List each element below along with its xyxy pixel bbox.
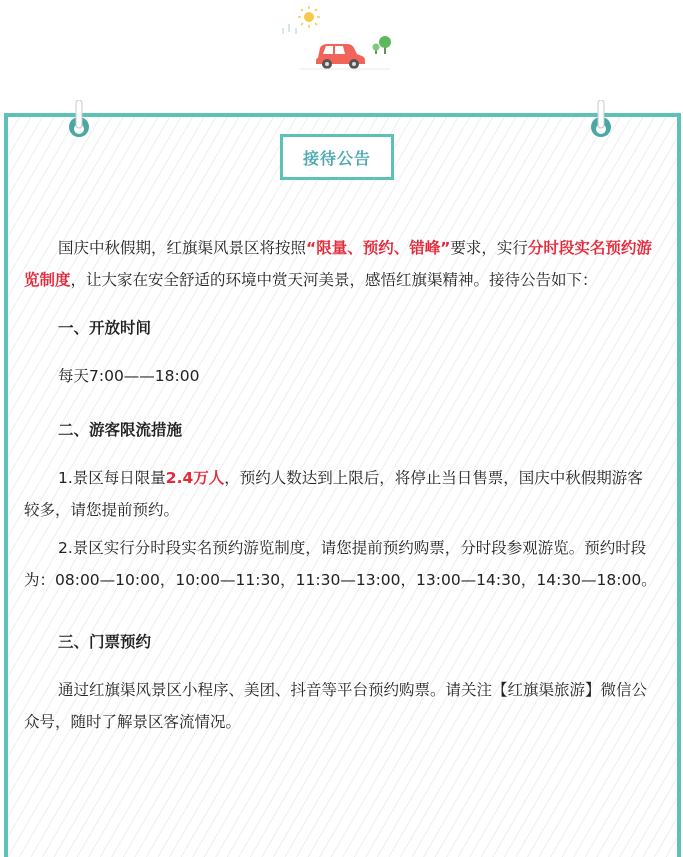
ticket-text: 通过红旗渠风景区小程序、美团、抖音等平台预约购票。请关注【红旗渠旅游】微信公众号，随时了解景区客流情况。 (24, 681, 648, 731)
car-icon (316, 44, 365, 69)
section-heading-open: 一、开放时间 (58, 319, 152, 337)
page-title: 接待公告 (302, 148, 371, 168)
limit-item-2: 2.景区实行分时段实名预约游览制度，请您提前预约购票，分时段参观游览。预约时段为：08:00—10:00，10:00—11:30，11:30—13:00，13:00—14:30，14:30—18:00。 (24, 539, 657, 589)
limit-item-1-text-b: ，预约人数达到上限后，将停止当日售票，国庆中秋假期游客较多，请您提前预约。 (24, 469, 643, 519)
limit-item-1-highlight: 2.4万人 (165, 469, 225, 487)
section-heading-ticket: 三、门票预约 (58, 633, 152, 651)
section-heading-limit: 二、游客限流措施 (58, 421, 183, 439)
limit-item-1-text-a: 1.景区每日限量 (58, 469, 166, 487)
limit-item-1 (24, 462, 658, 526)
notice-content (24, 232, 658, 738)
notice-title-box (280, 134, 394, 180)
header-illustration (0, 0, 683, 110)
intro-highlight-2: 分时段实名预约游览制度 (24, 239, 652, 289)
intro-highlight-1: “限量、预约、错峰” (306, 239, 451, 257)
intro-text-3: ，让大家在安全舒适的环境中赏天河美景，感悟红旗渠精神。接待公告如下： (70, 271, 598, 289)
intro-text-1: 国庆中秋假期，红旗渠风景区将按照 (58, 239, 307, 257)
open-hours-text: 每天7:00——18:00 (58, 367, 200, 385)
binder-ring-icon (588, 100, 614, 140)
tree-icon (373, 36, 392, 54)
intro-text-2: 要求，实行 (450, 239, 528, 257)
binder-ring-icon (66, 100, 92, 140)
intro-paragraph (24, 232, 658, 296)
sun-icon (298, 6, 320, 28)
